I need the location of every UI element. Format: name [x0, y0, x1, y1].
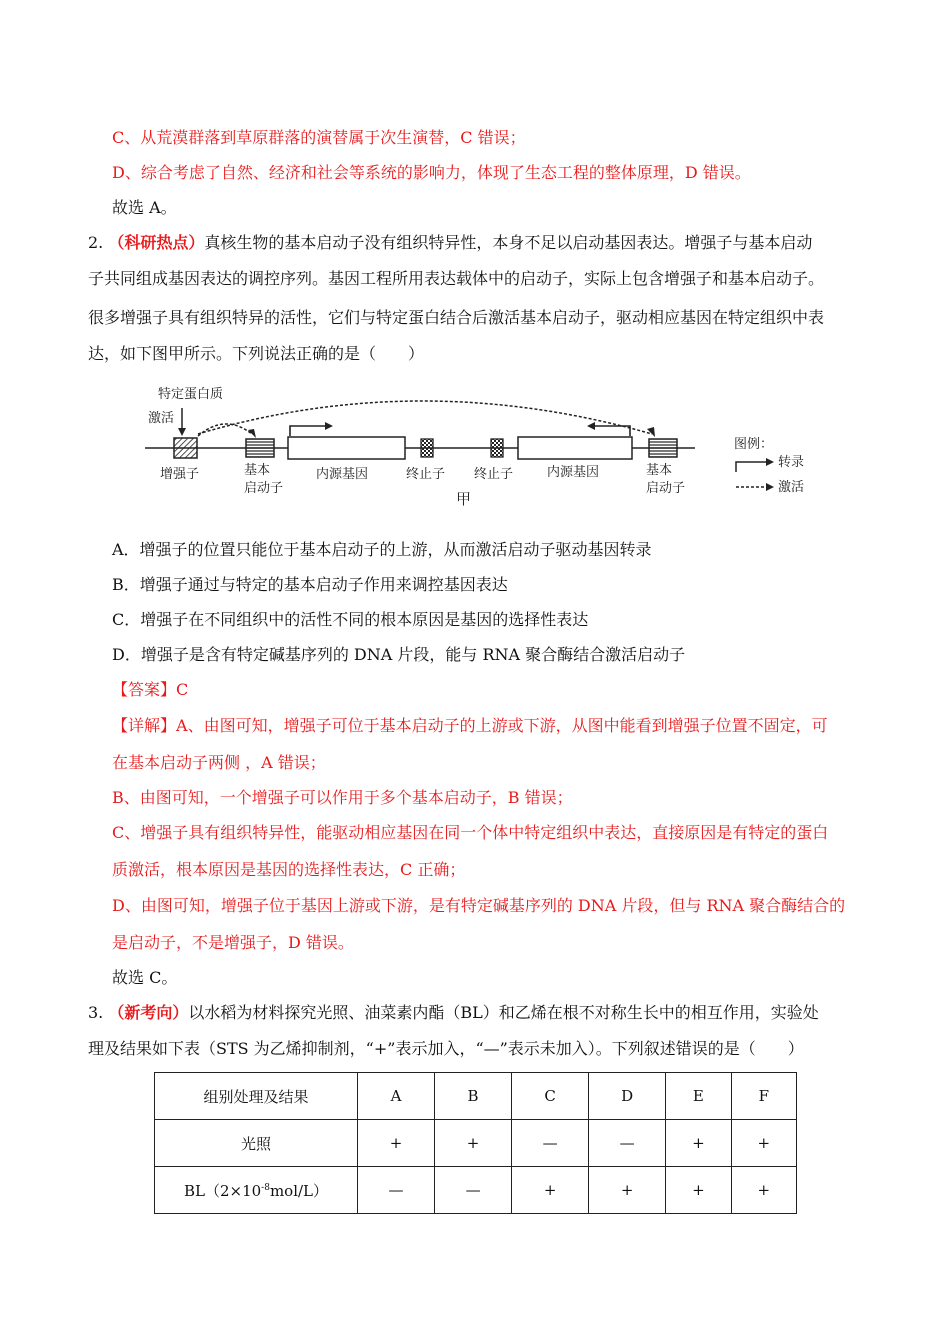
q2-answer: [112, 679, 188, 701]
q2-option-b: B．增强子通过与特定的基本启动子作用来调控基因表达: [112, 575, 508, 594]
experiment-table: [154, 1072, 797, 1214]
q2-detail-line-2: 在基本启动子两侧 ，A 错误；: [112, 753, 326, 772]
terminator-box-2: [491, 439, 503, 457]
bl-label-text: BL（2×10: [183, 1181, 262, 1200]
q2-detail-line-1: [112, 715, 828, 737]
answer-label: 【答案】: [112, 680, 177, 699]
label-right-promoter-2: 启动子: [646, 481, 686, 496]
table-cell: —: [358, 1167, 435, 1214]
q2-stem-line-3: 很多增强子具有组织特异的活性，它们与特定蛋白结合后激活基本启动子，驱动相应基因在特定组织中表: [88, 308, 825, 327]
q2-stem-line-2: 子共同组成基因表达的调控序列。基因工程所用表达载体中的启动子，实际上包含增强子和基本启动子。: [88, 269, 825, 288]
q2-stem-line-4: 达，如下图甲所示。下列说法正确的是（ ）: [88, 344, 425, 363]
table-cell: —: [435, 1167, 512, 1214]
q2-stem-text: 真核生物的基本启动子没有组织特异性，本身不足以启动基因表达。增强子与基本启动: [204, 233, 813, 252]
q2-detail-line-6: D、由图可知，增强子位于基因上游或下游，是有特定碱基序列的 DNA 片段，但与 RNA 聚合酶结合的: [112, 896, 846, 915]
prev-option-d-explanation: D、综合考虑了自然、经济和社会等系统的影响力，体现了生态工程的整体原理，D 错误。: [112, 163, 751, 182]
q2-detail-line-7: 是启动子，不是增强子，D 错误。: [112, 933, 354, 952]
bl-label-unit: mol/L）: [269, 1181, 329, 1200]
q3-number: 3.: [88, 1003, 104, 1022]
table-row: [155, 1120, 797, 1167]
q3-stem-line-1: [88, 1002, 819, 1024]
table-header-cell: E: [666, 1073, 731, 1120]
label-enhancer: 增强子: [160, 467, 200, 482]
terminator-box-1: [421, 439, 433, 457]
q2-detail-line-3: B、由图可知，一个增强子可以作用于多个基本启动子，B 错误；: [112, 788, 573, 807]
table-cell: +: [358, 1120, 435, 1167]
protein-activate-arrow: [178, 428, 186, 436]
table-cell: +: [731, 1167, 796, 1214]
label-terminator-2: 终止子: [474, 467, 514, 482]
prev-option-c-explanation: C、从荒漠群落到草原群落的演替属于次生演替，C 错误；: [112, 128, 526, 147]
right-promoter-box: [649, 439, 677, 457]
table-header-cell: C: [512, 1073, 589, 1120]
table-header-cell: A: [358, 1073, 435, 1120]
table-header-row: [155, 1073, 797, 1120]
table-cell: +: [512, 1167, 589, 1214]
q3-stem-text: 以水稻为材料探究光照、油菜素内酯（BL）和乙烯在根不对称生长中的相互作用，实验处: [188, 1003, 819, 1022]
legend-transcribe-icon: [766, 458, 774, 466]
q2-detail-line-4: C、增强子具有组织特异性，能驱动相应基因在同一个体中特定组织中表达，直接原因是有特定的蛋白: [112, 823, 829, 842]
q2-option-d: D．增强子是含有特定碱基序列的 DNA 片段，能与 RNA 聚合酶结合激活启动子: [112, 645, 686, 664]
enhancer-box: [174, 438, 197, 458]
q3-stem-line-2: 理及结果如下表（STS 为乙烯抑制剂，“+”表示加入，“—”表示未加入）。下列叙述错误的是（ ）: [88, 1039, 804, 1058]
q3-tag: （新考向）: [108, 1003, 189, 1022]
diagram-caption: 甲: [456, 490, 472, 508]
legend-activate-icon: [766, 483, 774, 491]
label-activate: 激活: [148, 411, 175, 426]
bl-label-exponent: -8: [261, 1182, 270, 1193]
label-left-gene: 内源基因: [316, 467, 369, 482]
label-left-promoter-2: 启动子: [244, 481, 284, 496]
detail-label: 【详解】: [112, 716, 177, 735]
answer-value: C: [176, 680, 189, 699]
table-header-cell: D: [589, 1073, 666, 1120]
q2-option-c: C．增强子在不同组织中的活性不同的根本原因是基因的选择性表达: [112, 610, 589, 629]
q2-tag: （科研热点）: [108, 233, 205, 252]
table-header-cell: 组别处理及结果: [155, 1073, 358, 1120]
table-cell: +: [435, 1120, 512, 1167]
table-cell: +: [666, 1120, 731, 1167]
left-transcribe-arrow: [325, 422, 333, 430]
legend-transcribe: 转录: [778, 455, 805, 470]
table-header-cell: F: [731, 1073, 796, 1120]
legend-activate: 激活: [778, 480, 805, 495]
prev-choice: 故选 A。: [112, 198, 177, 217]
label-right-promoter-1: 基本: [646, 463, 673, 478]
table-header-cell: B: [435, 1073, 512, 1120]
right-gene-box: [518, 437, 632, 459]
table-cell-bl-label: [155, 1167, 358, 1214]
q2-option-a: A．增强子的位置只能位于基本启动子的上游，从而激活启动子驱动基因转录: [112, 540, 652, 559]
label-protein: 特定蛋白质: [158, 387, 224, 402]
label-left-promoter-1: 基本: [244, 463, 271, 478]
diagram-svg: [140, 378, 820, 508]
table-cell: —: [589, 1120, 666, 1167]
table-cell: +: [731, 1120, 796, 1167]
table-cell: +: [589, 1167, 666, 1214]
q2-stem-line-1: [88, 232, 812, 254]
gene-regulation-diagram: [140, 378, 820, 508]
table-row: [155, 1167, 797, 1214]
left-promoter-box: [246, 439, 274, 457]
table-cell: +: [666, 1167, 731, 1214]
table-cell: —: [512, 1120, 589, 1167]
q2-number: 2.: [88, 233, 104, 252]
right-transcribe-arrow: [587, 422, 595, 430]
q2-choice: 故选 C。: [112, 968, 178, 987]
label-terminator-1: 终止子: [406, 467, 446, 482]
label-right-gene: 内源基因: [547, 465, 600, 480]
q2-detail-line-5: 质激活，根本原因是基因的选择性表达，C 正确；: [112, 860, 466, 879]
detail-text: A、由图可知，增强子可位于基本启动子的上游或下游，从图中能看到增强子位置不固定，可: [176, 716, 828, 735]
left-gene-box: [288, 437, 405, 459]
legend-title: 图例：: [734, 437, 774, 452]
table-cell: 光照: [155, 1120, 358, 1167]
